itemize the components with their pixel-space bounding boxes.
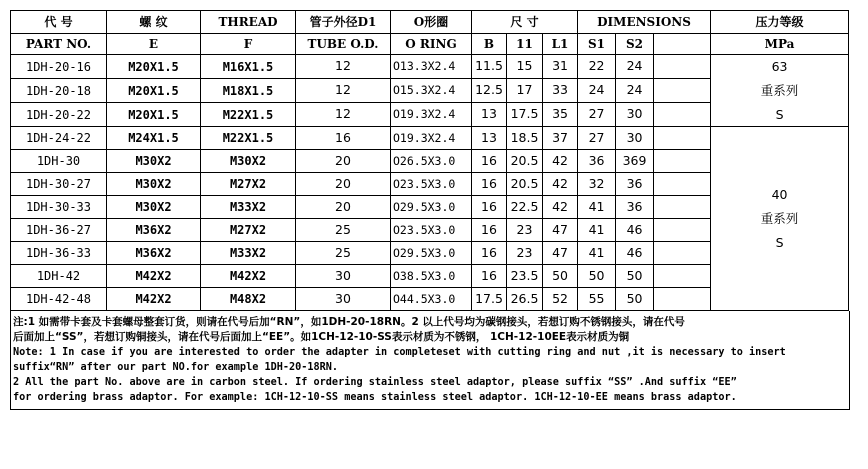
tube-od-cell: 20 [296, 150, 391, 173]
thread-f-cell: M22X1.5 [201, 103, 296, 127]
pressure-group-cell [711, 127, 849, 311]
thread-f-cell: M48X2 [201, 288, 296, 311]
table-body [11, 55, 849, 311]
part-no-header-en: PART NO. [11, 34, 107, 55]
pressure-code: S [775, 234, 784, 250]
thread-header-cn: 螺 纹 [107, 11, 201, 34]
part-no-header-cn: 代 号 [11, 11, 107, 34]
dim-L1-cell: 42 [543, 150, 578, 173]
dim-empty-cell [654, 150, 711, 173]
pressure-header-cn: 压力等级 [711, 11, 849, 34]
dim-s2-cell: 46 [616, 219, 654, 242]
dim-s2-cell: 24 [616, 79, 654, 103]
dim-l1-lower-cell: 18.5 [507, 127, 543, 150]
dim-s1-cell: 55 [578, 288, 616, 311]
dimensions-header-en: DIMENSIONS [578, 11, 711, 34]
oring-cell: O44.5X3.0 [391, 288, 472, 311]
thread-f-cell: M27X2 [201, 219, 296, 242]
dim-b-cell: 16 [472, 242, 507, 265]
dim-l1-lower-cell: 20.5 [507, 150, 543, 173]
dim-b-cell: 16 [472, 219, 507, 242]
note-en-line-2: suffix“RN” after our part NO.for example 1DH-20-18RN. [13, 362, 339, 374]
dim-b-cell: 16 [472, 173, 507, 196]
tube-od-cell: 12 [296, 55, 391, 79]
dim-s1-cell: 41 [578, 242, 616, 265]
dim-b-cell: 16 [472, 150, 507, 173]
oring-cell: O29.5X3.0 [391, 242, 472, 265]
thread-e-cell: M20X1.5 [107, 79, 201, 103]
thread-f-cell: M18X1.5 [201, 79, 296, 103]
part-no-cell: 1DH-42 [11, 265, 107, 288]
oring-cell: O29.5X3.0 [391, 196, 472, 219]
oring-cell: O13.3X2.4 [391, 55, 472, 79]
thread-header-en: THREAD [201, 11, 296, 34]
thread-f-cell: M16X1.5 [201, 55, 296, 79]
dim-empty-header [654, 34, 711, 55]
thread-e-cell: M42X2 [107, 265, 201, 288]
dim-empty-cell [654, 103, 711, 127]
table-row [11, 127, 849, 150]
dim-empty-cell [654, 55, 711, 79]
dim-empty-cell [654, 79, 711, 103]
dim-L1-cell: 50 [543, 265, 578, 288]
dim-L1-cell: 42 [543, 173, 578, 196]
oring-header-en: O RING [391, 34, 472, 55]
note-en-line-4: for ordering brass adaptor. For example: 1CH-12-10-SS means stainless steel adaptor. 1CH-12-10-EE means brass adaptor. [13, 392, 737, 404]
header-row-2 [11, 34, 849, 55]
dim-l1-lower-cell: 17 [507, 79, 543, 103]
dim-L1-cell: 42 [543, 196, 578, 219]
dim-b-cell: 13 [472, 127, 507, 150]
dim-l1-lower-cell: 23 [507, 219, 543, 242]
dim-s1-cell: 36 [578, 150, 616, 173]
dim-s1-cell: 50 [578, 265, 616, 288]
thread-e-cell: M20X1.5 [107, 103, 201, 127]
dim-l1-lower-cell: 26.5 [507, 288, 543, 311]
dim-l1-lower-cell: 22.5 [507, 196, 543, 219]
thread-f-cell: M33X2 [201, 242, 296, 265]
dim-s1-cell: 24 [578, 79, 616, 103]
dim-s2-cell: 50 [616, 265, 654, 288]
tube-od-cell: 30 [296, 288, 391, 311]
dim-s1-cell: 32 [578, 173, 616, 196]
dim-s1-header: S1 [578, 34, 616, 55]
header-row-1 [11, 11, 849, 34]
dim-empty-cell [654, 173, 711, 196]
note-en-line-3: 2 All the part No. above are in carbon steel. If ordering stainless steel adaptor, please suffix “SS” .And suffix “EE” [13, 377, 737, 389]
part-no-cell: 1DH-30 [11, 150, 107, 173]
thread-f-cell: M42X2 [201, 265, 296, 288]
dim-s2-cell: 30 [616, 127, 654, 150]
dim-L1-cell: 52 [543, 288, 578, 311]
dim-b-cell: 12.5 [472, 79, 507, 103]
dim-empty-cell [654, 219, 711, 242]
dim-l1-lower-cell: 23 [507, 242, 543, 265]
dim-s2-cell: 50 [616, 288, 654, 311]
dim-s1-cell: 41 [578, 219, 616, 242]
dim-empty-cell [654, 127, 711, 150]
dim-l1-lower-cell: 23.5 [507, 265, 543, 288]
pressure-value: 40 [771, 187, 788, 203]
oring-cell: O15.3X2.4 [391, 79, 472, 103]
dim-s2-cell: 24 [616, 55, 654, 79]
dim-L1-cell: 31 [543, 55, 578, 79]
pressure-value: 63 [771, 59, 788, 74]
tube-od-header-cn: 管子外径D1 [296, 11, 391, 34]
dim-s1-cell: 41 [578, 196, 616, 219]
pressure-unit-header: MPa [711, 34, 849, 55]
table-row [11, 55, 849, 79]
dimension-table [10, 10, 849, 311]
tube-od-header-en: TUBE O.D. [296, 34, 391, 55]
oring-cell: O23.5X3.0 [391, 219, 472, 242]
part-no-cell: 1DH-24-22 [11, 127, 107, 150]
dim-l1-lower-cell: 20.5 [507, 173, 543, 196]
dim-L1-cell: 37 [543, 127, 578, 150]
dim-empty-cell [654, 265, 711, 288]
dim-l1-lower-cell: 17.5 [507, 103, 543, 127]
dim-L1-header: L1 [543, 34, 578, 55]
dim-s1-cell: 27 [578, 103, 616, 127]
dim-L1-cell: 47 [543, 242, 578, 265]
thread-f-header: F [201, 34, 296, 55]
dim-b-cell: 13 [472, 103, 507, 127]
spec-sheet [10, 10, 848, 410]
thread-e-cell: M20X1.5 [107, 55, 201, 79]
thread-e-cell: M30X2 [107, 173, 201, 196]
dim-L1-cell: 35 [543, 103, 578, 127]
dim-s2-cell: 36 [616, 173, 654, 196]
tube-od-cell: 20 [296, 196, 391, 219]
note-cn-line-1: 注:1 如需带卡套及卡套螺母整套订货，则请在代号后加“RN”，如1DH-20-18RN。2 以上代号均为碳钢接头，若想订购不锈钢接头，请在代号 [13, 316, 685, 329]
tube-od-cell: 12 [296, 79, 391, 103]
pressure-group-cell [711, 55, 849, 127]
dim-s1-cell: 27 [578, 127, 616, 150]
dim-s2-cell: 46 [616, 242, 654, 265]
dim-s1-cell: 22 [578, 55, 616, 79]
thread-e-cell: M24X1.5 [107, 127, 201, 150]
thread-e-cell: M36X2 [107, 242, 201, 265]
part-no-cell: 1DH-36-27 [11, 219, 107, 242]
tube-od-cell: 16 [296, 127, 391, 150]
part-no-cell: 1DH-30-27 [11, 173, 107, 196]
dim-b-cell: 11.5 [472, 55, 507, 79]
dim-b-cell: 16 [472, 265, 507, 288]
oring-cell: O19.3X2.4 [391, 127, 472, 150]
part-no-cell: 1DH-30-33 [11, 196, 107, 219]
note-en-line-1: Note: 1 In case if you are interested to order the adapter in completeset with cutting ring and nut ,it is necessary to insert [13, 347, 786, 359]
dim-b-header: B [472, 34, 507, 55]
thread-f-cell: M33X2 [201, 196, 296, 219]
oring-cell: O23.5X3.0 [391, 173, 472, 196]
dim-s2-cell: 30 [616, 103, 654, 127]
part-no-cell: 1DH-36-33 [11, 242, 107, 265]
thread-e-cell: M30X2 [107, 196, 201, 219]
dim-s2-header: S2 [616, 34, 654, 55]
tube-od-cell: 30 [296, 265, 391, 288]
dimensions-header-cn: 尺 寸 [472, 11, 578, 34]
pressure-series: 重系列 [760, 82, 799, 98]
dim-s2-cell: 36 [616, 196, 654, 219]
dim-empty-cell [654, 288, 711, 311]
part-no-cell: 1DH-20-16 [11, 55, 107, 79]
notes-block [10, 311, 850, 410]
dim-b-cell: 17.5 [472, 288, 507, 311]
pressure-series: 重系列 [760, 210, 799, 226]
thread-f-cell: M30X2 [201, 150, 296, 173]
oring-header-cn: O形圈 [391, 11, 472, 34]
thread-f-cell: M22X1.5 [201, 127, 296, 150]
part-no-cell: 1DH-20-22 [11, 103, 107, 127]
thread-e-cell: M30X2 [107, 150, 201, 173]
dim-b-cell: 16 [472, 196, 507, 219]
dim-l1-lower-header: 11 [507, 34, 543, 55]
dim-l1-lower-cell: 15 [507, 55, 543, 79]
dim-L1-cell: 47 [543, 219, 578, 242]
part-no-cell: 1DH-20-18 [11, 79, 107, 103]
note-cn-line-2: 后面加上“SS”，若想订购铜接头，请在代号后面加上“EE”。如1CH-12-10-SS表示材质为不锈钢， 1CH-12-10EE表示材质为铜 [13, 331, 630, 344]
oring-cell: O19.3X2.4 [391, 103, 472, 127]
part-no-cell: 1DH-42-48 [11, 288, 107, 311]
tube-od-cell: 25 [296, 219, 391, 242]
dim-s2-cell: 369 [616, 150, 654, 173]
tube-od-cell: 12 [296, 103, 391, 127]
tube-od-cell: 25 [296, 242, 391, 265]
thread-e-header: E [107, 34, 201, 55]
dim-L1-cell: 33 [543, 79, 578, 103]
dim-empty-cell [654, 196, 711, 219]
dim-empty-cell [654, 242, 711, 265]
thread-e-cell: M36X2 [107, 219, 201, 242]
oring-cell: O38.5X3.0 [391, 265, 472, 288]
thread-e-cell: M42X2 [107, 288, 201, 311]
oring-cell: O26.5X3.0 [391, 150, 472, 173]
tube-od-cell: 20 [296, 173, 391, 196]
pressure-code: S [775, 106, 784, 122]
thread-f-cell: M27X2 [201, 173, 296, 196]
